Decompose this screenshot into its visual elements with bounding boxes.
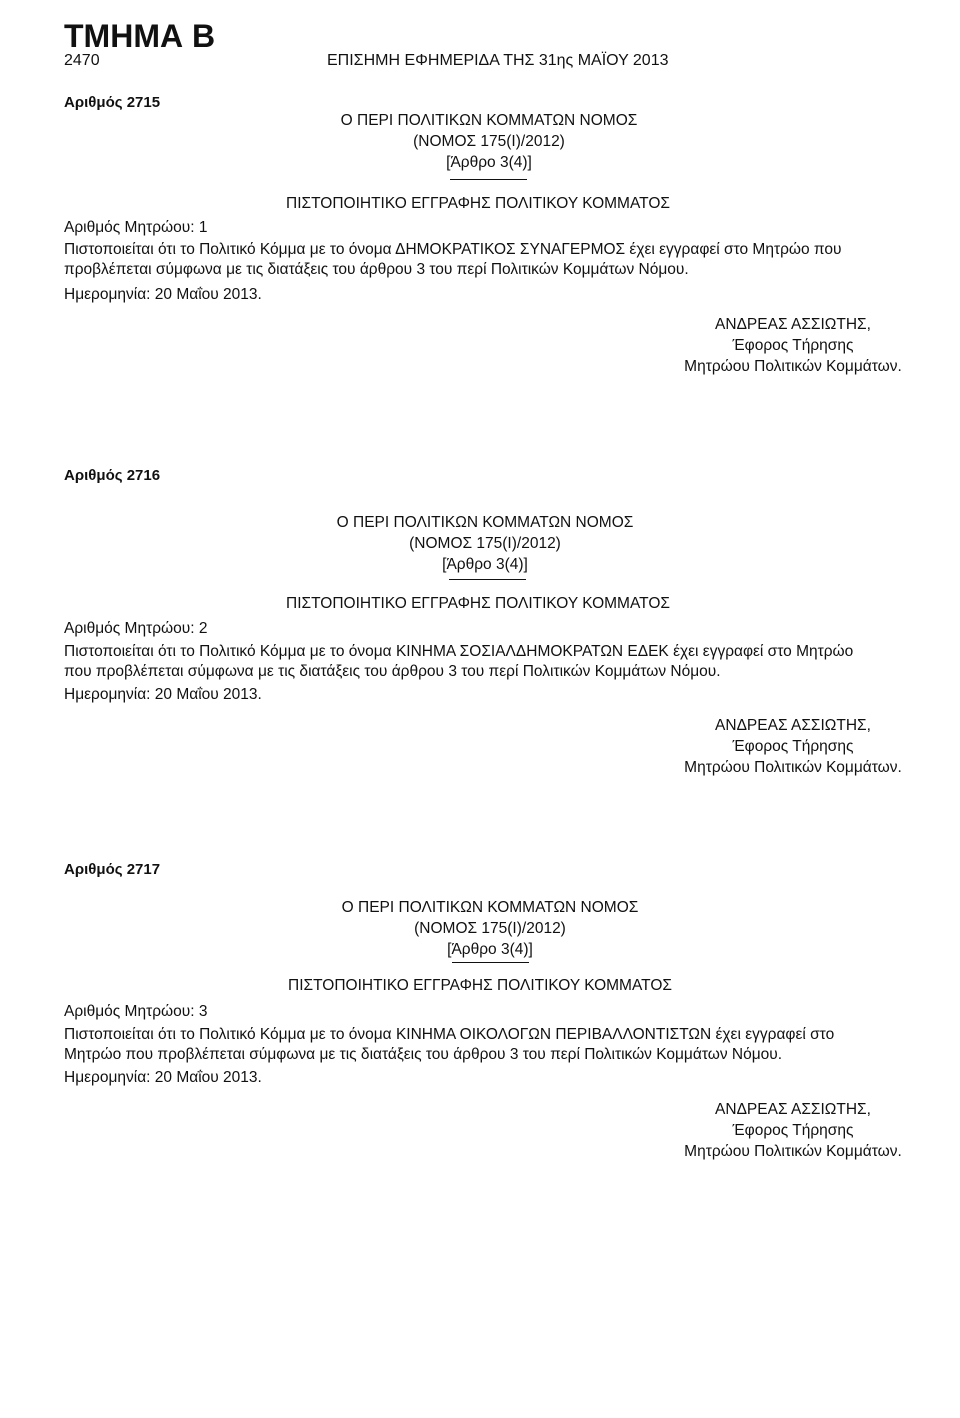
- law-number: (ΝΟΜΟΣ 175(Ι)/2012): [413, 133, 565, 150]
- registry-number: Αριθμός Μητρώου: 1: [64, 219, 208, 236]
- signatory-role: Έφορος Τήρησης: [732, 1122, 854, 1139]
- signatory-office: Μητρώου Πολιτικών Κομμάτων.: [684, 1143, 902, 1160]
- body-line: Πιστοποιείται ότι το Πολιτικό Κόμμα με το όνομα ΚΙΝΗΜΑ ΣΟΣΙΑΛΔΗΜΟΚΡΑΤΩΝ ΕΔΕΚ έχει εγγραφεί στο Μητρώο: [64, 643, 854, 660]
- signatory-name: ΑΝΔΡΕΑΣ ΑΣΣΙΩΤΗΣ,: [715, 316, 871, 333]
- body-line: Πιστοποιείται ότι το Πολιτικό Κόμμα με το όνομα ΚΙΝΗΜΑ ΟΙΚΟΛΟΓΩΝ ΠΕΡΙΒΑΛΛΟΝΤΙΣΤΩΝ έχει εγγραφεί στο: [64, 1026, 835, 1043]
- certificate-title: ΠΙΣΤΟΠΟΙΗΤΙΚΟ ΕΓΓΡΑΦΗΣ ΠΟΛΙΤΙΚΟΥ ΚΟΜΜΑΤΟΣ: [286, 595, 670, 612]
- certificate-body: [64, 642, 912, 682]
- issue-date: Ημερομηνία: 20 Μαΐου 2013.: [64, 1069, 262, 1086]
- page-number: 2470: [64, 52, 100, 69]
- law-heading: [285, 512, 685, 575]
- signatory-office: Μητρώου Πολιτικών Κομμάτων.: [684, 358, 902, 375]
- law-title: Ο ΠΕΡΙ ΠΟΛΙΤΙΚΩΝ ΚΟΜΜΑΤΩΝ ΝΟΜΟΣ: [336, 514, 634, 531]
- registry-number: Αριθμός Μητρώου: 2: [64, 620, 208, 637]
- body-line: Μητρώο που προβλέπεται σύμφωνα με τις διατάξεις του άρθρου 3 του περί Πολιτικών Κομμάτων Νόμου.: [64, 1046, 783, 1063]
- law-number: (ΝΟΜΟΣ 175(Ι)/2012): [409, 535, 561, 552]
- law-title: Ο ΠΕΡΙ ΠΟΛΙΤΙΚΩΝ ΚΟΜΜΑΤΩΝ ΝΟΜΟΣ: [340, 112, 638, 129]
- body-line: Πιστοποιείται ότι το Πολιτικό Κόμμα με το όνομα ΔΗΜΟΚΡΑΤΙΚΟΣ ΣΥΝΑΓΕΡΜΟΣ έχει εγγραφεί στο Μητρώο που: [64, 241, 842, 258]
- signatory-role: Έφορος Τήρησης: [732, 337, 854, 354]
- issue-date: Ημερομηνία: 20 Μαΐου 2013.: [64, 286, 262, 303]
- notice-number: Αριθμός 2715: [64, 94, 161, 111]
- signatory-role: Έφορος Τήρησης: [732, 738, 854, 755]
- notice-number: Αριθμός 2717: [64, 861, 161, 878]
- body-line: προβλέπεται σύμφωνα με τις διατάξεις του άρθρου 3 του περί Πολιτικών Κομμάτων Νόμου.: [64, 261, 689, 278]
- certificate-title: ΠΙΣΤΟΠΟΙΗΤΙΚΟ ΕΓΓΡΑΦΗΣ ΠΟΛΙΤΙΚΟΥ ΚΟΜΜΑΤΟΣ: [286, 195, 670, 212]
- gazette-title: ΕΠΙΣΗΜΗ ΕΦΗΜΕΡΙΔΑ ΤΗΣ 31ης ΜΑΪΟΥ 2013: [327, 52, 669, 69]
- certificate-title: ΠΙΣΤΟΠΟΙΗΤΙΚΟ ΕΓΓΡΑΦΗΣ ΠΟΛΙΤΙΚΟΥ ΚΟΜΜΑΤΟΣ: [288, 977, 672, 994]
- certificate-body: [64, 1025, 912, 1065]
- signature-block: [670, 715, 916, 778]
- issue-date: Ημερομηνία: 20 Μαΐου 2013.: [64, 686, 262, 703]
- law-article: [Άρθρο 3(4)]: [447, 941, 533, 958]
- signature-block: [670, 314, 916, 377]
- law-article: [Άρθρο 3(4)]: [442, 556, 528, 573]
- signatory-name: ΑΝΔΡΕΑΣ ΑΣΣΙΩΤΗΣ,: [715, 717, 871, 734]
- law-article: [Άρθρο 3(4)]: [446, 154, 532, 171]
- notice-number: Αριθμός 2716: [64, 467, 161, 484]
- registry-number: Αριθμός Μητρώου: 3: [64, 1003, 208, 1020]
- divider-rule: [452, 962, 529, 963]
- certificate-body: [64, 240, 912, 280]
- signature-block: [670, 1099, 916, 1162]
- body-line: που προβλέπεται σύμφωνα με τις διατάξεις του άρθρου 3 του περί Πολιτικών Κομμάτων Νόμου.: [64, 663, 721, 680]
- signatory-office: Μητρώου Πολιτικών Κομμάτων.: [684, 759, 902, 776]
- divider-rule: [450, 179, 527, 180]
- law-title: Ο ΠΕΡΙ ΠΟΛΙΤΙΚΩΝ ΚΟΜΜΑΤΩΝ ΝΟΜΟΣ: [341, 899, 639, 916]
- law-heading: [290, 897, 690, 960]
- section-label: ΤΜΗΜΑ Β: [64, 18, 216, 54]
- law-heading: [289, 110, 689, 173]
- divider-rule: [449, 579, 526, 580]
- law-number: (ΝΟΜΟΣ 175(Ι)/2012): [414, 920, 566, 937]
- signatory-name: ΑΝΔΡΕΑΣ ΑΣΣΙΩΤΗΣ,: [715, 1101, 871, 1118]
